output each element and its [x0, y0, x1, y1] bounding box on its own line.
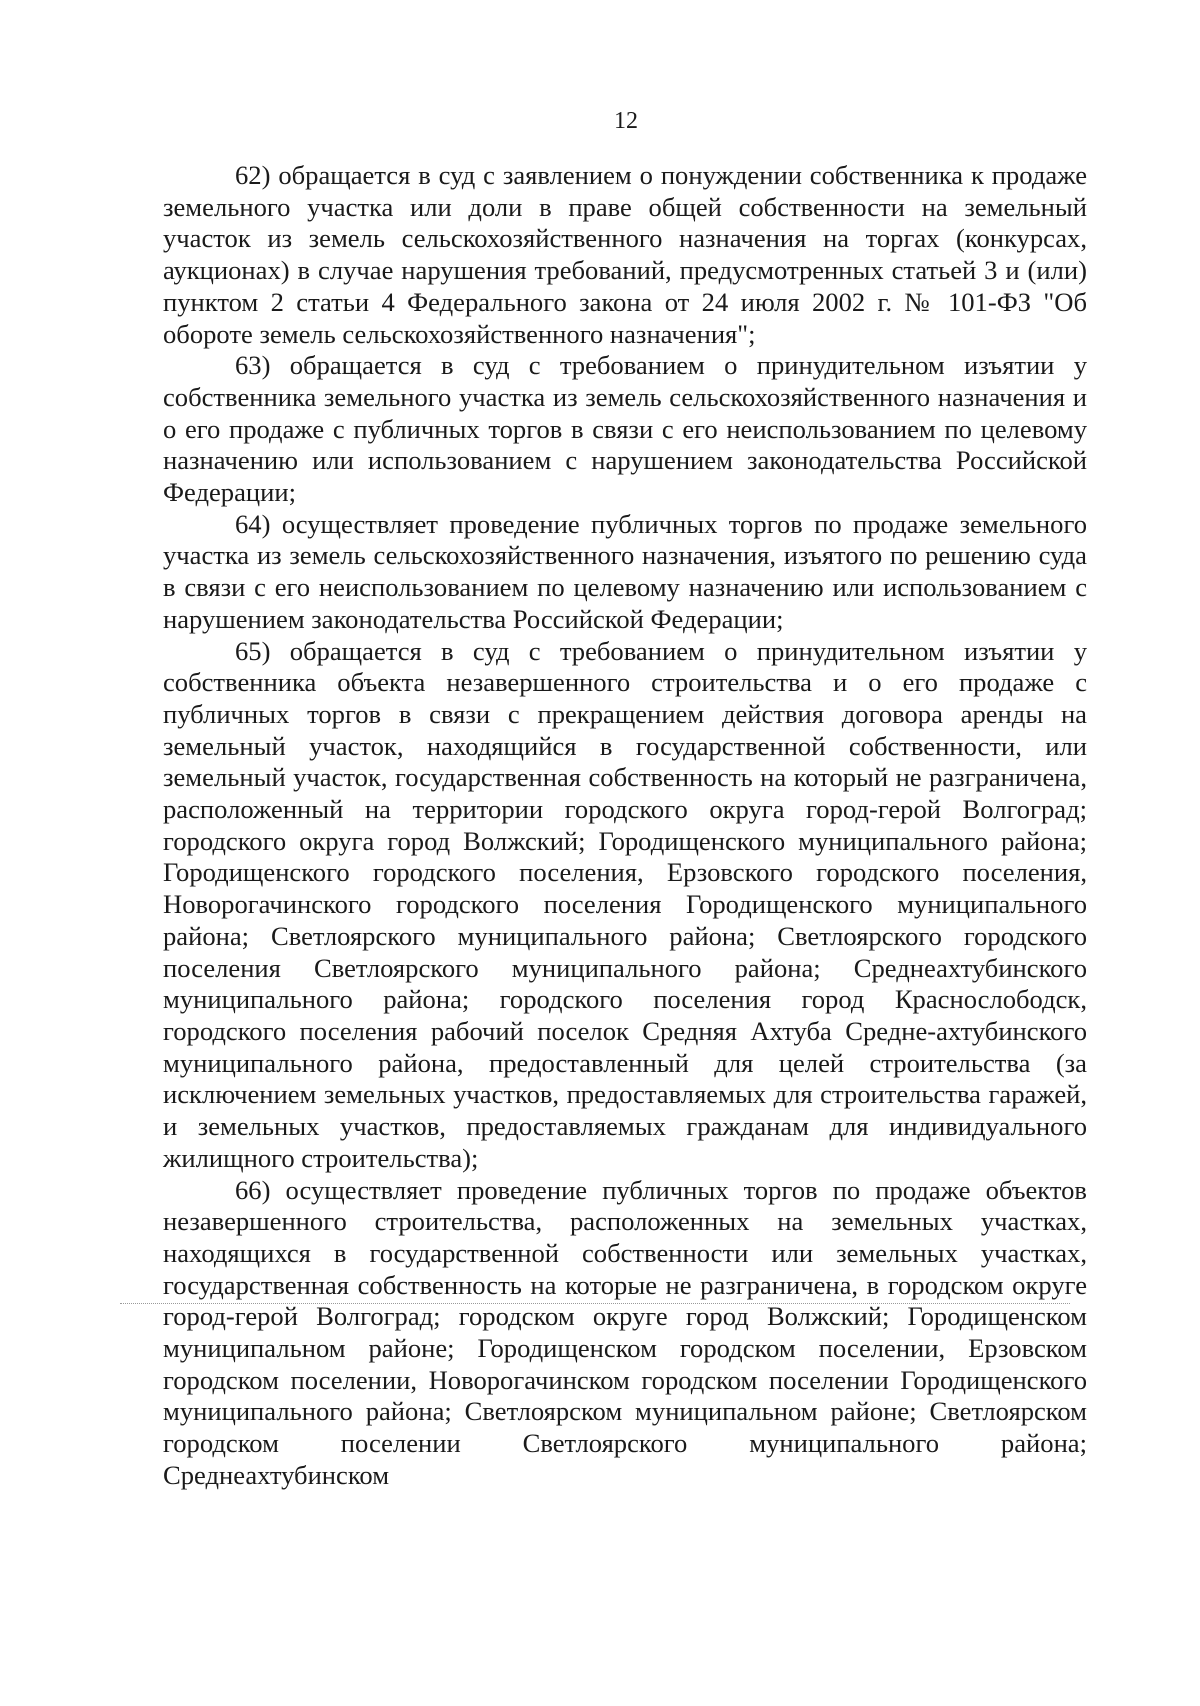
paragraph-62: 62) обращается в суд с заявлением о понуждении собственника к продаже земельного участка или доли в праве общей собственности на земельный участок из земель сельскохозяйственного назначения на торгах (конкурсах, аукционах) в случае нарушения требований, предусмотренных статьей 3 и (или) пунктом 2 статьи 4 Федерального закона от 24 июля 2002 г. № 101-ФЗ "Об обороте земель сельскохозяйственного назначения"; — [163, 160, 1087, 349]
paragraph-63: 63) обращается в суд с требованием о принудительном изъятии у собственника земельного участка из земель сельскохозяйственного назначения и о его продаже с публичных торгов в связи с его неиспользованием по целевому назначению или использованием с нарушением законодательства Российской Федерации; — [163, 350, 1087, 508]
document-body — [163, 160, 1087, 1492]
scan-artifact-dotted-line — [120, 1303, 1070, 1306]
paragraph-65: 65) обращается в суд с требованием о принудительном изъятии у собственника объекта незавершенного строительства и о его продаже с публичных торгов в связи с прекращением действия договора аренды на земельный участок, находящийся в государственной собственности, или земельный участок, государственная собственность на который не разграничена, расположенный на территории городского округа город-герой Волгоград; городского округа город Волжский; Городищенского муниципального района; Городищенского городского поселения, Ерзовского городского поселения, Новорогачинского городского поселения Городищенского муниципального района; Светлоярского муниципального района; Светлоярского городского поселения Светлоярского муниципального района; Среднеахтубинского муниципального района; городского поселения город Краснослободск, городского поселения рабочий поселок Средняя Ахтуба Средне-ахтубинского муниципального района, предоставленный для целей строительства (за исключением земельных участков, предоставляемых для строительства гаражей, и земельных участков, предоставляемых гражданам для индивидуального жилищного строительства); — [163, 635, 1087, 1173]
page-number: 12 — [614, 108, 638, 134]
paragraph-66: 66) осуществляет проведение публичных торгов по продаже объектов незавершенного строительства, расположенных на земельных участках, находящихся в государственной собственности или земельных участках, государственная собственность на которые не разграничена, в городском округе город-герой Волгоград; городском округе город Волжский; Городищенском муниципальном районе; Городищенском городском поселении, Ерзовском городском поселении, Новорогачинском городском поселении Городищенского муниципального района; Светлоярском муниципальном районе; Светлоярском городском поселении Светлоярского муниципального района; Среднеахтубинском — [163, 1174, 1087, 1490]
paragraph-64: 64) осуществляет проведение публичных торгов по продаже земельного участка из земель сельскохозяйственного назначения, изъятого по решению суда в связи с его неиспользованием по целевому назначению или использованием с нарушением законодательства Российской Федерации; — [163, 508, 1087, 634]
